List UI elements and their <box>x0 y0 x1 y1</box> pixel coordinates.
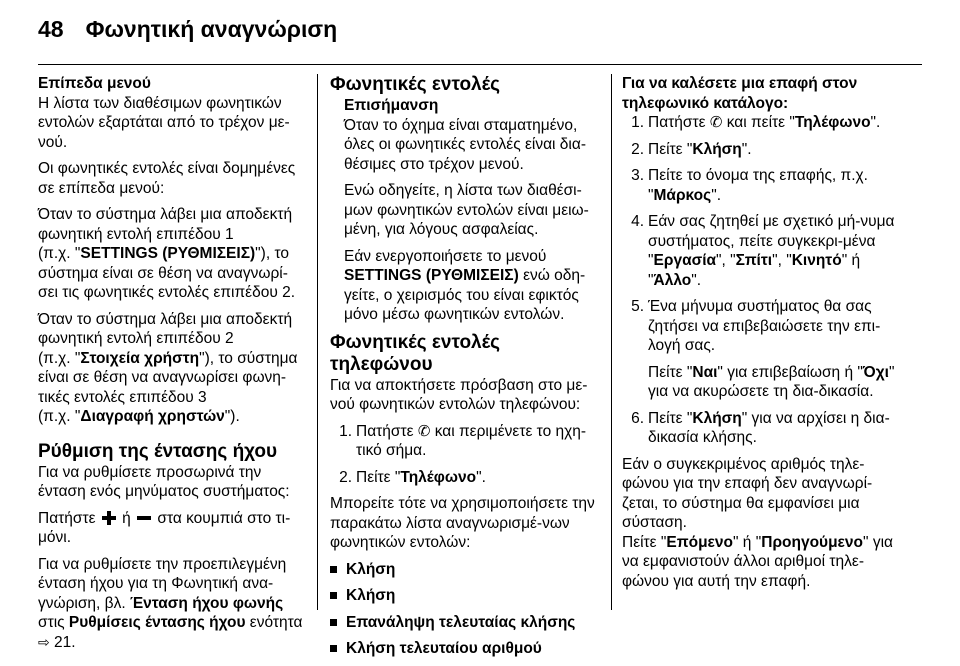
list-item: Κλήση <box>330 586 602 606</box>
paragraph: Μπορείτε τότε να χρησιμοποιήσετε την παρακάτω λίστα αναγνωρισμέ-νων φωνητικών εντολών: <box>330 495 595 551</box>
paragraph: Για να αποκτήσετε πρόσβαση στο με-νού φωνητικών εντολών τηλεφώνου: <box>330 376 588 413</box>
volume-heading: Ρύθμιση της έντασης ήχου <box>38 440 278 462</box>
commands-list <box>330 560 602 659</box>
page-number: 48 <box>38 16 64 42</box>
paragraph: Όταν το σύστημα λάβει μια αποδεκτή φωνητική εντολή επιπέδου 1 (π.χ. "SETTINGS (ΡΥΘΜΙΣΕΙΣ)"), το σύστημα είναι σε θέση να αναγνωρί-σει τις φωνητικές εντολές επιπέδου 2. <box>38 206 296 301</box>
voice-command: Διαγραφή χρηστών <box>80 408 225 425</box>
list-item: 1 . Πατήστε ✆ και περιμένετε το ηχη-τικό σήμα. <box>330 422 602 461</box>
list-item: 4 . Εάν σας ζητηθεί με σχετικό μή-νυμα συστήματος, πείτε συγκεκρι-μένα "Εργασία", "Σπίτι", "Κινητό" ή "Άλλο". <box>622 212 904 290</box>
paragraph: Για να ρυθμίσετε προσωρινά την ένταση ενός μηνύματος συστήματος: <box>38 463 290 500</box>
paragraph: Οι φωνητικές εντολές είναι δομημένες σε επίπεδα μενού: <box>38 160 296 197</box>
paragraph: Όταν το όχημα είναι σταματημένο, όλες οι φωνητικές εντολές είναι δια-θέσιμες στο τρέχον μενού. <box>344 116 586 173</box>
setting-name: Ένταση ήχου φωνής <box>129 594 284 612</box>
column-2 <box>330 74 602 666</box>
menu-levels-heading: Επίπεδα μενού <box>38 75 151 92</box>
column-3 <box>622 74 904 591</box>
list-item: Κλήση τελευταίου αριθμού <box>330 639 602 659</box>
phone-commands-heading: Φωνητικές εντολές τηλεφώνου <box>330 331 501 375</box>
phone-voice-icon: ✆ <box>709 114 723 131</box>
phone-voice-icon: ✆ <box>417 422 431 440</box>
column-1 <box>38 74 306 652</box>
list-item: 5 . Ένα μήνυμα συστήματος θα σας ζητήσει να επιβεβαιώσετε την επι-λογή σας. Πείτε "Ναι" για επιβεβαίωση ή "Όχι" για να ακυρώσετε τη δια-δικασία. <box>622 297 904 402</box>
paragraph: Όταν το σύστημα λάβει μια αποδεκτή φωνητική εντολή επιπέδου 2 (π.χ. "Στοιχεία χρήστη"), το σύστημα είναι σε θέση να αναγνωρίσει φωνη-τικές εντολές επιπέδου 3 (π.χ. "Διαγραφή χρηστών"). <box>38 310 298 425</box>
voice-command: SETTINGS (ΡΥΘΜΙΣΕΙΣ) <box>344 267 519 284</box>
list-item: 2 . Πείτε "Κλήση". <box>622 140 904 160</box>
paragraph: Για να ρυθμίσετε την προεπιλεγμένη ένταση ήχου για τη Φωνητική ανα-γνώριση, βλ. Ένταση ήχου φωνής στις Ρυθμίσεις έντασης ήχου ενότητα ⇨ 21. <box>38 555 303 651</box>
plus-button-icon <box>102 511 116 525</box>
header-rule <box>38 64 922 65</box>
column-divider <box>611 74 612 610</box>
paragraph: Εάν ενεργοποιήσετε το μενού SETTINGS (ΡΥΘΜΙΣΕΙΣ) ενώ οδη-γείτε, ο χειρισμός του είναι εφικτός μόνο μέσω φωνητικών εντολών. <box>344 247 586 323</box>
steps-list <box>330 422 602 488</box>
page-header <box>38 16 337 46</box>
list-item: 2 . Πείτε "Τηλέφωνο". <box>330 468 602 488</box>
setting-name: Ρυθμίσεις έντασης ήχου <box>68 614 246 631</box>
column-divider <box>317 74 318 610</box>
list-item: Επανάληψη τελευταίας κλήσης <box>330 613 602 633</box>
paragraph: Ενώ οδηγείτε, η λίστα των διαθέσι-μων φωνητικών εντολών είναι μειω-μένη, για λόγους ασφαλείας. <box>344 182 589 238</box>
page-title: Φωνητική αναγνώριση <box>85 16 338 42</box>
paragraph: Εάν ο συγκεκριμένος αριθμός τηλε-φώνου για την επαφή δεν αναγνωρί-ζεται, το σύστημα θα εμφανίσει μια σύσταση. <box>622 455 873 531</box>
call-contact-heading: Για να καλέσετε μια επαφή στον τηλεφωνικό κατάλογο: <box>622 75 858 112</box>
paragraph: Πατήστε ή στα κουμπιά στο τι-μόνι. <box>38 509 291 546</box>
minus-button-icon <box>137 516 151 520</box>
steps-list <box>622 113 904 448</box>
page-reference: 21. <box>54 633 76 651</box>
list-item: 6 . Πείτε "Κλήση" για να αρχίσει η δια-δικασία κλήσης. <box>622 409 904 448</box>
paragraph: Πείτε "Επόμενο" ή "Προηγούμενο" για να εμφανιστούν άλλοι αριθμοί τηλε-φώνου για αυτή την επαφή. <box>622 533 893 590</box>
voice-commands-heading: Φωνητικές εντολές <box>330 74 501 95</box>
list-item: Κλήση <box>330 560 602 580</box>
note-label: Επισήμανση <box>344 97 439 114</box>
voice-command: Στοιχεία χρήστη <box>80 349 200 367</box>
reference-arrow-icon: ⇨ <box>38 633 50 650</box>
list-item: 1 . Πατήστε ✆ και πείτε "Τηλέφωνο". <box>622 113 904 133</box>
note-box <box>330 96 602 325</box>
voice-command: SETTINGS (ΡΥΘΜΙΣΕΙΣ) <box>80 245 256 262</box>
list-item: 3 . Πείτε το όνομα της επαφής, π.χ. "Μάρκος". <box>622 166 904 205</box>
voice-command: Τηλέφωνο <box>400 468 477 486</box>
paragraph: Η λίστα των διαθέσιμων φωνητικών εντολών εξαρτάται από το τρέχον με-νού. <box>38 94 290 151</box>
